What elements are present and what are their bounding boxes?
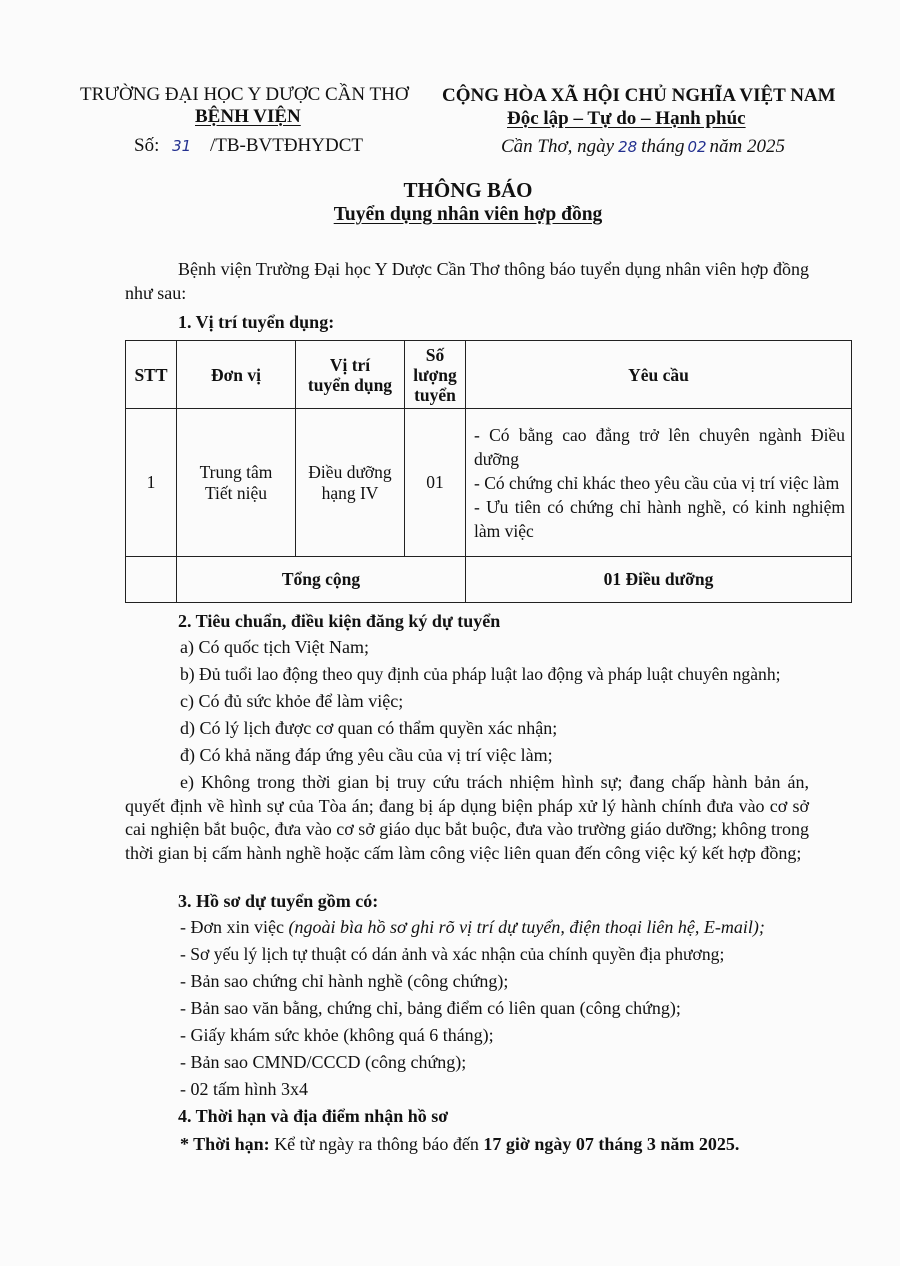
cell-unit: Trung tâm Tiết niệu [177, 409, 296, 557]
document-item-3: - Bản sao chứng chỉ hành nghề (công chứng); [180, 971, 509, 991]
date-prefix: Cần Thơ, ngày [501, 136, 615, 157]
requirement-3: - Ưu tiên có chứng chỉ hành nghề, có kinh nghiệm làm việc [474, 496, 845, 541]
condition-a: a) Có quốc tịch Việt Nam; [180, 637, 370, 657]
cell-requirements [466, 409, 852, 557]
condition-b: b) Đủ tuổi lao động theo quy định của pháp luật lao động và pháp luật chuyên ngành; [180, 664, 781, 684]
deadline-line [180, 1134, 739, 1155]
doc-number-handwritten: 31 [172, 137, 192, 155]
org-subunit: BỆNH VIỆN [195, 106, 301, 127]
document-subtitle: Tuyển dụng nhân viên hợp đồng [333, 204, 603, 225]
cell-total-value: 01 Điều dưỡng [466, 557, 852, 603]
condition-c: c) Có đủ sức khỏe để làm việc; [180, 691, 404, 711]
requirement-1: - Có bằng cao đẳng trở lên chuyên ngành Điều dưỡng [474, 424, 845, 469]
date-year: năm 2025 [709, 136, 786, 157]
doc-number-label: Số: [134, 135, 160, 156]
nation-title: CỘNG HÒA XÃ HỘI CHỦ NGHĨA VIỆT NAM [442, 85, 836, 106]
cell-stt: 1 [126, 409, 177, 557]
cell-total-empty [126, 557, 177, 603]
header-quantity: Số lượng tuyển [405, 341, 466, 409]
requirement-2: - Có chứng chỉ khác theo yêu cầu của vị trí việc làm [474, 472, 840, 493]
condition-dd: đ) Có khả năng đáp ứng yêu cầu của vị trí việc làm; [180, 745, 553, 765]
header-stt: STT [126, 341, 177, 409]
document-item-5: - Giấy khám sức khỏe (không quá 6 tháng); [180, 1025, 494, 1045]
deadline-label: * Thời hạn: [180, 1134, 270, 1154]
nation-motto: Độc lập – Tự do – Hạnh phúc [507, 108, 746, 129]
section3-heading: 3. Hồ sơ dự tuyển gồm có: [178, 891, 379, 911]
org-name: TRƯỜNG ĐẠI HỌC Y DƯỢC CẦN THƠ [80, 84, 409, 105]
deadline-value: 17 giờ ngày 07 tháng 3 năm 2025. [483, 1134, 740, 1154]
section2-heading: 2. Tiêu chuẩn, điều kiện đăng ký dự tuyển [178, 611, 501, 631]
date-day-handwritten: 28 [618, 138, 638, 156]
table-header-row [126, 341, 852, 409]
doc-number-suffix: /TB-BVTĐHYDCT [209, 135, 364, 156]
intro-paragraph: Bệnh viện Trường Đại học Y Dược Cần Thơ thông báo tuyển dụng nhân viên hợp đồng như sau: [125, 259, 809, 303]
header-unit: Đơn vị [177, 341, 296, 409]
date-month-label: tháng [641, 136, 685, 157]
header-position: Vị trí tuyển dụng [296, 341, 405, 409]
table-total-row [126, 557, 852, 603]
cell-total-label: Tổng cộng [177, 557, 466, 603]
document-item-4: - Bản sao văn bằng, chứng chỉ, bảng điểm có liên quan (công chứng); [180, 998, 681, 1018]
header-requirements: Yêu cầu [466, 341, 852, 409]
document-item-2: - Sơ yếu lý lịch tự thuật có dán ảnh và xác nhận của chính quyền địa phương; [180, 944, 725, 964]
cell-position: Điều dưỡng hạng IV [296, 409, 405, 557]
document-item-7: - 02 tấm hình 3x4 [180, 1079, 308, 1099]
document-title: THÔNG BÁO [403, 178, 533, 202]
condition-e: e) Không trong thời gian bị truy cứu trách nhiệm hình sự; đang chấp hành bản án, quyết định về hình sự của Tòa án; đang bị áp dụng biện pháp xử lý hành chính đưa vào cơ sở cai nghiện bắt buộc, đưa vào cơ sở giáo dục bắt buộc, đưa vào trường giáo dưỡng; không trong thời gian bị cấm hành nghề hoặc cấm làm công việc liên quan đến công việc ký kết hợp đồng; [125, 772, 809, 864]
table-row [126, 409, 852, 557]
deadline-text: Kể từ ngày ra thông báo đến [274, 1134, 479, 1154]
document-number [134, 135, 363, 157]
document-date [501, 136, 785, 158]
document-item-1: - Đơn xin việc (ngoài bìa hồ sơ ghi rõ vị trí dự tuyển, điện thoại liên hệ, E-mail); [180, 917, 765, 937]
cell-quantity: 01 [405, 409, 466, 557]
condition-d: d) Có lý lịch được cơ quan có thẩm quyền xác nhận; [180, 718, 558, 738]
recruitment-table [125, 340, 852, 603]
document-item-6: - Bản sao CMND/CCCD (công chứng); [180, 1052, 467, 1072]
date-month-handwritten: 02 [687, 138, 707, 156]
document-item-1-note: (ngoài bìa hồ sơ ghi rõ vị trí dự tuyển, điện thoại liên hệ, E-mail); [288, 917, 765, 937]
section4-heading: 4. Thời hạn và địa điểm nhận hồ sơ [178, 1106, 449, 1126]
section1-heading: 1. Vị trí tuyển dụng: [178, 312, 335, 332]
